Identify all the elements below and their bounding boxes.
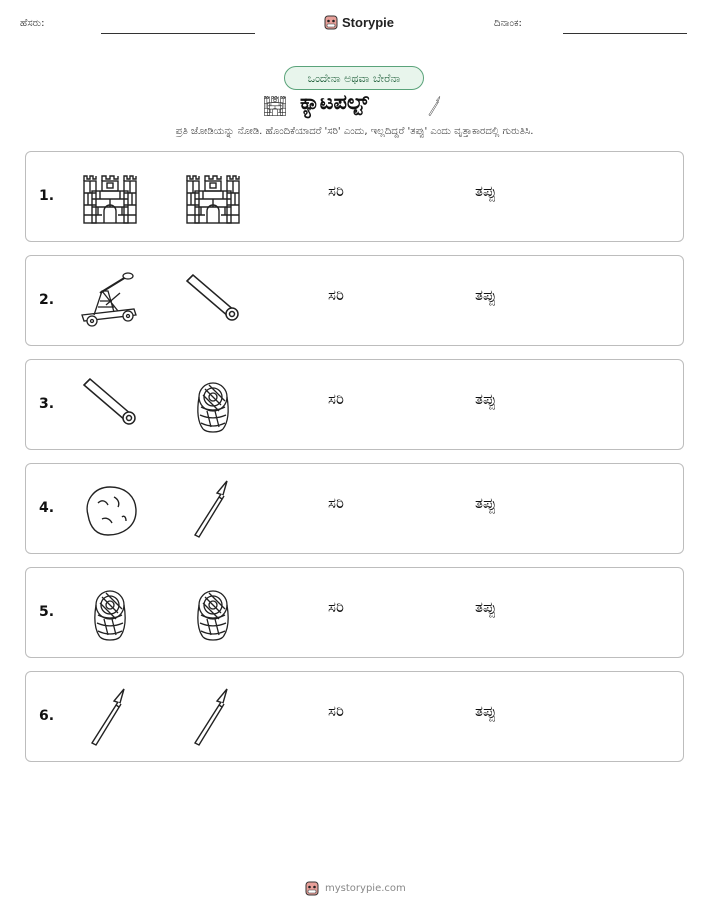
boulder-icon: [78, 479, 142, 539]
catapult-icon: [78, 271, 142, 331]
spear-icon: [181, 687, 245, 747]
question-row: [25, 463, 684, 554]
date-label: ದಿನಾಂಕ:: [494, 18, 522, 29]
name-label: ಹೆಸರು:: [20, 18, 45, 29]
instructions: ಪ್ರತಿ ಜೋಡಿಯನ್ನು ನೋಡಿ. ಹೊಂದಿಕೆಯಾದರೆ 'ಸರಿ' ಎಂದು, ಇಲ್ಲದಿದ್ದರೆ 'ತಪ್ಪು' ಎಂದು ವೃತ್ತಾಕಾರದಲ್ಲಿ ಗುರುತಿಸಿ.: [175, 126, 534, 137]
option-correct[interactable]: ಸರಿ: [328, 286, 344, 304]
question-number: 1.: [39, 188, 55, 204]
wooden-beam-icon: [181, 271, 245, 331]
option-wrong[interactable]: ತಪ್ಪು: [475, 182, 497, 200]
option-correct[interactable]: ಸರಿ: [328, 182, 344, 200]
footer: [305, 880, 406, 896]
option-correct[interactable]: ಸರಿ: [328, 494, 344, 512]
question-row: [25, 567, 684, 658]
name-line: [101, 33, 255, 34]
question-row: [25, 671, 684, 762]
brand-name: Storypie: [342, 14, 395, 30]
question-number: 3.: [39, 396, 55, 412]
date-line: [563, 33, 687, 34]
page-title: ಕ್ಯಾಟಪಲ್ಟ್: [300, 90, 369, 114]
title-row: [0, 88, 709, 122]
spear-icon: [78, 687, 142, 747]
worksheet-header: [0, 14, 709, 38]
castle-icon: [78, 167, 142, 227]
rope-coil-icon: [181, 583, 245, 643]
question-number: 6.: [39, 708, 55, 724]
question-number: 2.: [39, 292, 55, 308]
spear-icon: [424, 90, 446, 122]
storypie-mascot-icon: [324, 14, 338, 30]
option-wrong[interactable]: ತಪ್ಪು: [475, 390, 497, 408]
wooden-beam-icon: [78, 375, 142, 435]
option-wrong[interactable]: ತಪ್ಪು: [475, 702, 497, 720]
option-wrong[interactable]: ತಪ್ಪು: [475, 494, 497, 512]
rope-coil-icon: [181, 375, 245, 435]
question-row: [25, 255, 684, 346]
castle-icon: [181, 167, 245, 227]
option-correct[interactable]: ಸರಿ: [328, 598, 344, 616]
spear-icon: [181, 479, 245, 539]
question-number: 4.: [39, 500, 55, 516]
option-wrong[interactable]: ತಪ್ಪು: [475, 286, 497, 304]
option-wrong[interactable]: ತಪ್ಪು: [475, 598, 497, 616]
storypie-mascot-icon: [305, 880, 319, 896]
question-number: 5.: [39, 604, 55, 620]
footer-site: mystorypie.com: [325, 882, 406, 894]
castle-icon: [262, 92, 288, 118]
storypie-logo: [324, 14, 394, 30]
question-row: [25, 359, 684, 450]
worksheet-type-badge: ಒಂದೇನಾ ಅಥವಾ ಬೇರೆನಾ: [284, 66, 424, 90]
question-row: [25, 151, 684, 242]
option-correct[interactable]: ಸರಿ: [328, 390, 344, 408]
rope-coil-icon: [78, 583, 142, 643]
option-correct[interactable]: ಸರಿ: [328, 702, 344, 720]
